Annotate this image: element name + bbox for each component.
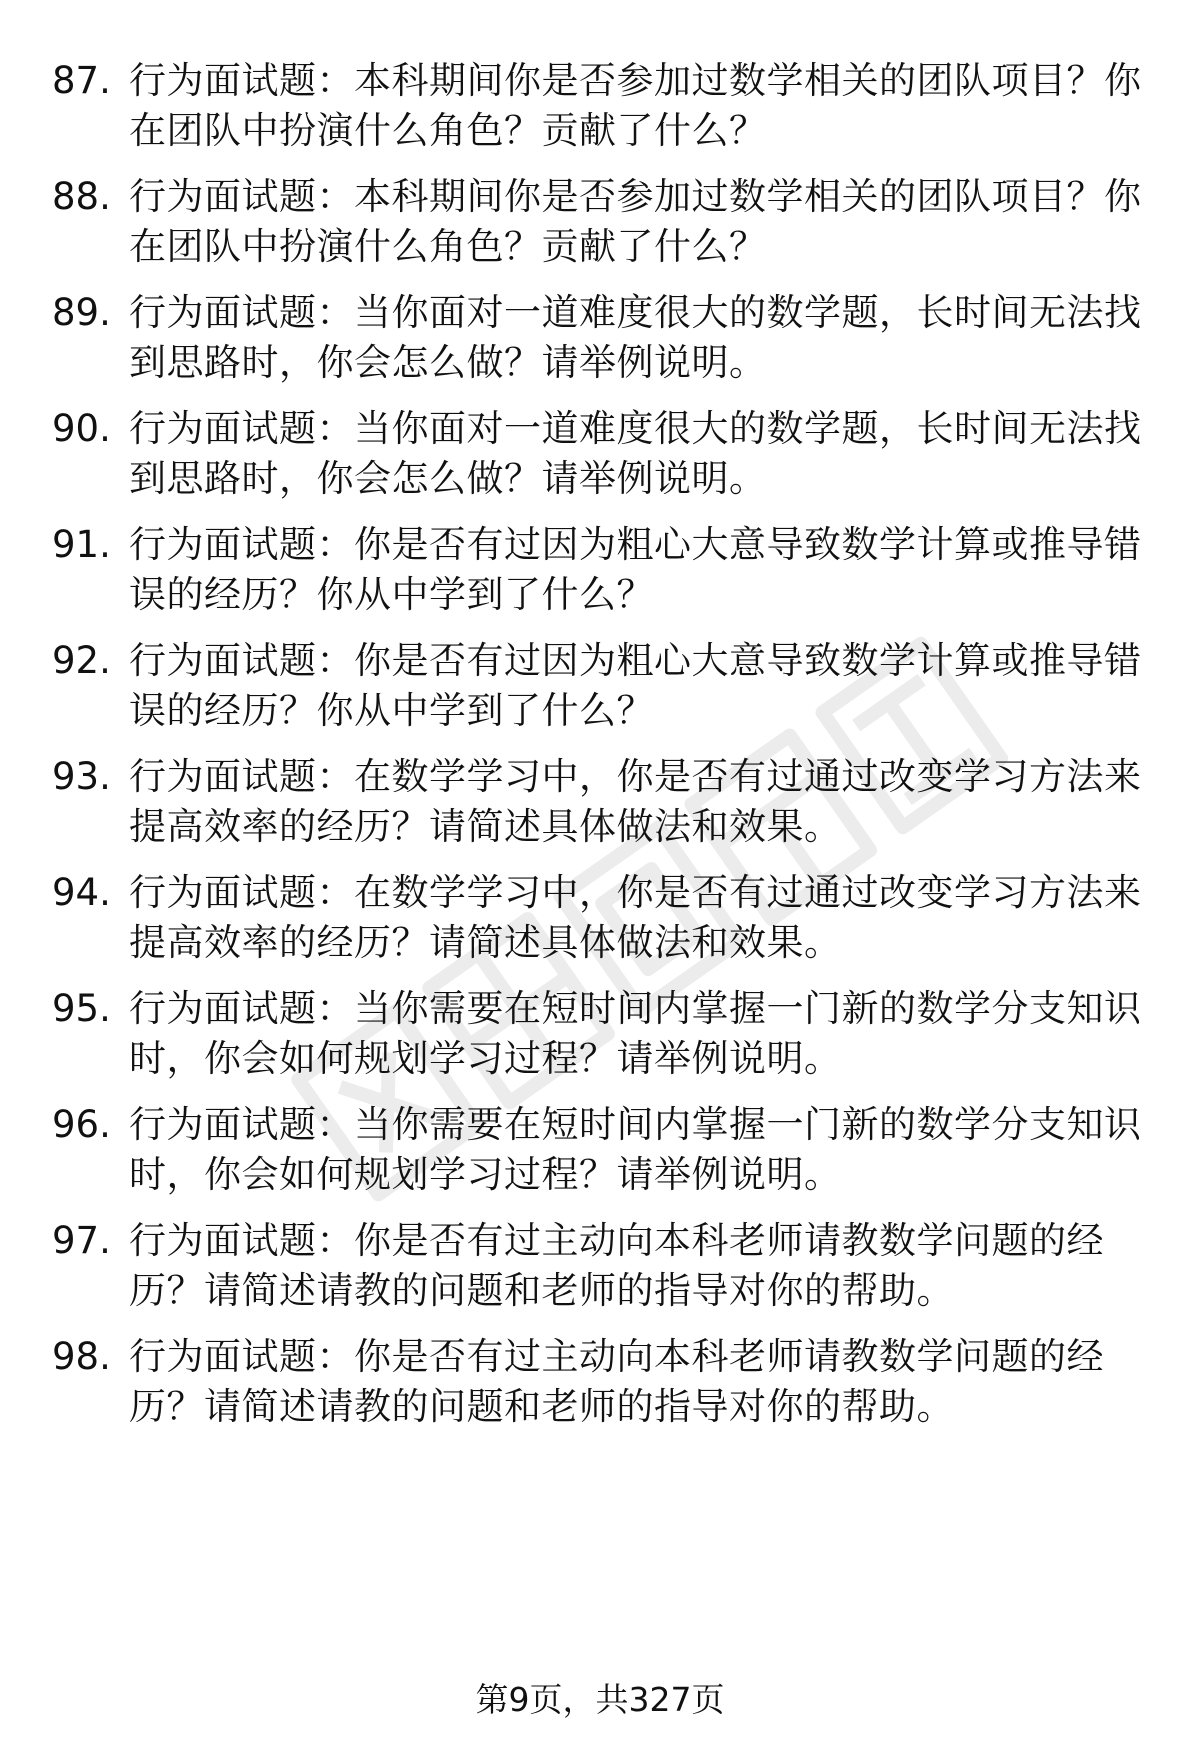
question-text: 行为面试题：你是否有过主动向本科老师请教数学问题的经历？请简述请教的问题和老师的指导对你的帮助。 bbox=[129, 1335, 1104, 1428]
question-item bbox=[52, 1332, 1152, 1442]
question-text: 行为面试题：你是否有过因为粗心大意导致数学计算或推导错误的经历？你从中学到了什么？ bbox=[129, 523, 1142, 616]
question-number: 92. bbox=[52, 639, 111, 682]
question-text: 行为面试题：在数学学习中，你是否有过通过改变学习方法来提高效率的经历？请简述具体做法和效果。 bbox=[129, 871, 1142, 964]
question-number: 93. bbox=[52, 755, 111, 798]
question-text: 行为面试题：本科期间你是否参加过数学相关的团队项目？你在团队中扮演什么角色？贡献了什么？ bbox=[129, 59, 1142, 152]
question-text: 行为面试题：当你需要在短时间内掌握一门新的数学分支知识时，你会如何规划学习过程？请举例说明。 bbox=[129, 987, 1142, 1080]
question-number: 87. bbox=[52, 59, 111, 102]
question-number: 96. bbox=[52, 1103, 111, 1146]
question-text: 行为面试题：当你面对一道难度很大的数学题，长时间无法找到思路时，你会怎么做？请举例说明。 bbox=[129, 291, 1142, 384]
question-item bbox=[52, 752, 1152, 862]
question-item bbox=[52, 520, 1152, 630]
question-text: 行为面试题：在数学学习中，你是否有过通过改变学习方法来提高效率的经历？请简述具体做法和效果。 bbox=[129, 755, 1142, 848]
question-number: 89. bbox=[52, 291, 111, 334]
question-text: 行为面试题：你是否有过主动向本科老师请教数学问题的经历？请简述请教的问题和老师的指导对你的帮助。 bbox=[129, 1219, 1104, 1312]
question-item bbox=[52, 288, 1152, 398]
question-number: 98. bbox=[52, 1335, 111, 1378]
question-text: 行为面试题：当你需要在短时间内掌握一门新的数学分支知识时，你会如何规划学习过程？请举例说明。 bbox=[129, 1103, 1142, 1196]
question-item bbox=[52, 172, 1152, 282]
question-text: 行为面试题：你是否有过因为粗心大意导致数学计算或推导错误的经历？你从中学到了什么？ bbox=[129, 639, 1142, 732]
question-item bbox=[52, 984, 1152, 1094]
question-item bbox=[52, 404, 1152, 514]
page-number: 第9页，共327页 bbox=[475, 1680, 725, 1719]
question-item bbox=[52, 56, 1152, 166]
question-text: 行为面试题：当你面对一道难度很大的数学题，长时间无法找到思路时，你会怎么做？请举例说明。 bbox=[129, 407, 1142, 500]
question-item bbox=[52, 636, 1152, 746]
question-number: 88. bbox=[52, 175, 111, 218]
question-item bbox=[52, 1216, 1152, 1326]
question-item bbox=[52, 1100, 1152, 1210]
question-number: 95. bbox=[52, 987, 111, 1030]
question-item bbox=[52, 868, 1152, 978]
question-number: 91. bbox=[52, 523, 111, 566]
question-number: 90. bbox=[52, 407, 111, 450]
question-number: 97. bbox=[52, 1219, 111, 1262]
question-number: 94. bbox=[52, 871, 111, 914]
question-text: 行为面试题：本科期间你是否参加过数学相关的团队项目？你在团队中扮演什么角色？贡献了什么？ bbox=[129, 175, 1142, 268]
